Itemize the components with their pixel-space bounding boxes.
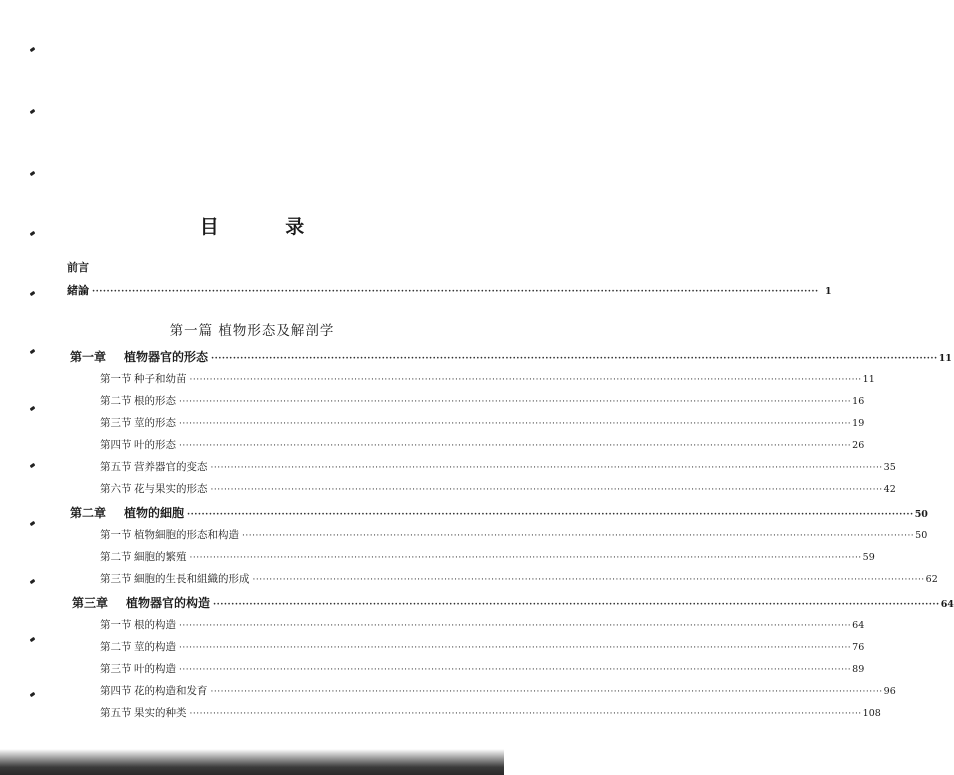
section-page: 62: [925, 574, 938, 585]
section-page: 89: [852, 664, 865, 675]
section-number: 第五节: [100, 707, 132, 719]
toc-section[interactable]: [100, 393, 865, 411]
binding-mark: [30, 463, 36, 468]
dot-leader: ········································································································································································································: [179, 621, 852, 631]
section-page: 11: [862, 374, 875, 385]
toc-section[interactable]: [100, 571, 938, 589]
section-page: 59: [862, 552, 875, 563]
binding-mark: [30, 349, 36, 354]
toc-section[interactable]: [100, 549, 875, 567]
toc-intro-page: 1: [825, 286, 832, 297]
page-title: 目 录: [199, 216, 335, 238]
section-number: 第三节: [100, 573, 132, 585]
section-title: 营养器官的变态: [134, 461, 208, 473]
binding-mark: [30, 521, 36, 526]
scan-shadow: [0, 749, 504, 775]
dot-leader: ········································································································································································································: [242, 531, 915, 541]
toc-section[interactable]: [100, 437, 865, 455]
binding-mark: [30, 291, 36, 296]
chapter-page: 50: [914, 509, 928, 520]
section-number: 第二节: [100, 641, 132, 653]
section-number: 第一节: [100, 373, 132, 385]
section-page: 35: [883, 462, 896, 473]
section-page: 64: [852, 620, 865, 631]
chapter-number: 第三章: [72, 596, 109, 610]
section-title: 种子和幼苗: [134, 373, 187, 385]
toc-section[interactable]: [100, 617, 865, 635]
section-page: 96: [883, 686, 896, 697]
section-number: 第四节: [100, 685, 132, 697]
section-title: 莖的构造: [134, 641, 176, 653]
toc-section[interactable]: [100, 527, 928, 545]
section-page: 42: [883, 484, 896, 495]
section-title: 根的构造: [134, 619, 176, 631]
section-page: 76: [852, 642, 865, 653]
binding-mark: [30, 692, 36, 697]
dot-leader: ········································································································································································································: [179, 643, 852, 653]
section-number: 第四节: [100, 439, 132, 451]
section-number: 第三节: [100, 417, 132, 429]
chapter-page: 64: [940, 599, 954, 610]
section-page: 16: [852, 396, 865, 407]
toc-chapter-3[interactable]: [72, 594, 954, 612]
toc-section[interactable]: [100, 661, 865, 679]
toc-section[interactable]: [100, 415, 865, 433]
section-number: 第三节: [100, 663, 132, 675]
dot-leader: ········································································································································································································: [92, 287, 819, 297]
section-page: 19: [852, 418, 865, 429]
section-title: 莖的形态: [134, 417, 176, 429]
section-title: 果实的种类: [134, 707, 187, 719]
binding-mark: [30, 637, 36, 642]
section-number: 第二节: [100, 395, 132, 407]
toc-section[interactable]: [100, 459, 896, 477]
section-page: 26: [852, 440, 865, 451]
toc-intro-label: 緒論: [67, 284, 89, 297]
part-title: 第一篇 植物形态及解剖学: [169, 323, 335, 339]
dot-leader: ········································································································································································································: [189, 553, 862, 563]
dot-leader: ········································································································································································································: [179, 441, 852, 451]
section-title: 花的构造和发育: [134, 685, 208, 697]
section-title: 叶的构造: [134, 663, 176, 675]
toc-chapter-2[interactable]: [70, 504, 928, 522]
section-number: 第一节: [100, 619, 132, 631]
chapter-number: 第二章: [70, 506, 107, 520]
section-page: 108: [862, 708, 881, 719]
section-page: 50: [915, 530, 928, 541]
toc-intro[interactable]: [67, 282, 832, 300]
chapter-title: 植物器官的形态: [124, 350, 209, 364]
chapter-title: 植物器官的构造: [126, 596, 211, 610]
binding-mark: [30, 171, 36, 176]
section-title: 植物細胞的形态和构造: [134, 529, 239, 541]
dot-leader: ········································································································································································································: [189, 709, 862, 719]
dot-leader: ········································································································································································································: [189, 375, 862, 385]
section-title: 花与果实的形态: [134, 483, 208, 495]
toc-preface[interactable]: [67, 259, 89, 275]
section-title: 細胞的繁殖: [134, 551, 187, 563]
section-number: 第一节: [100, 529, 132, 541]
binding-mark: [30, 579, 36, 584]
section-title: 細胞的生長和組織的形成: [134, 573, 250, 585]
binding-mark: [30, 109, 36, 114]
binding-mark: [30, 406, 36, 411]
toc-chapter-1[interactable]: [70, 348, 952, 366]
dot-leader: ········································································································································································································: [210, 463, 883, 473]
chapter-page: 11: [938, 353, 952, 364]
section-title: 根的形态: [134, 395, 176, 407]
dot-leader: ········································································································································································································: [187, 510, 914, 520]
toc-section[interactable]: [100, 683, 896, 701]
dot-leader: ········································································································································································································: [211, 354, 938, 364]
section-number: 第五节: [100, 461, 132, 473]
chapter-number: 第一章: [70, 350, 107, 364]
toc-section[interactable]: [100, 639, 865, 657]
section-title: 叶的形态: [134, 439, 176, 451]
dot-leader: ········································································································································································································: [179, 665, 852, 675]
dot-leader: ········································································································································································································: [213, 600, 940, 610]
toc-section[interactable]: [100, 481, 896, 499]
toc-section[interactable]: [100, 371, 875, 389]
binding-mark: [30, 47, 36, 52]
section-number: 第二节: [100, 551, 132, 563]
dot-leader: ········································································································································································································: [210, 687, 883, 697]
dot-leader: ········································································································································································································: [179, 397, 852, 407]
dot-leader: ········································································································································································································: [179, 419, 852, 429]
dot-leader: ········································································································································································································: [210, 485, 883, 495]
dot-leader: ········································································································································································································: [252, 575, 925, 585]
section-number: 第六节: [100, 483, 132, 495]
toc-preface-label: 前言: [67, 261, 89, 274]
toc-section[interactable]: [100, 705, 881, 723]
chapter-title: 植物的細胞: [124, 506, 185, 520]
